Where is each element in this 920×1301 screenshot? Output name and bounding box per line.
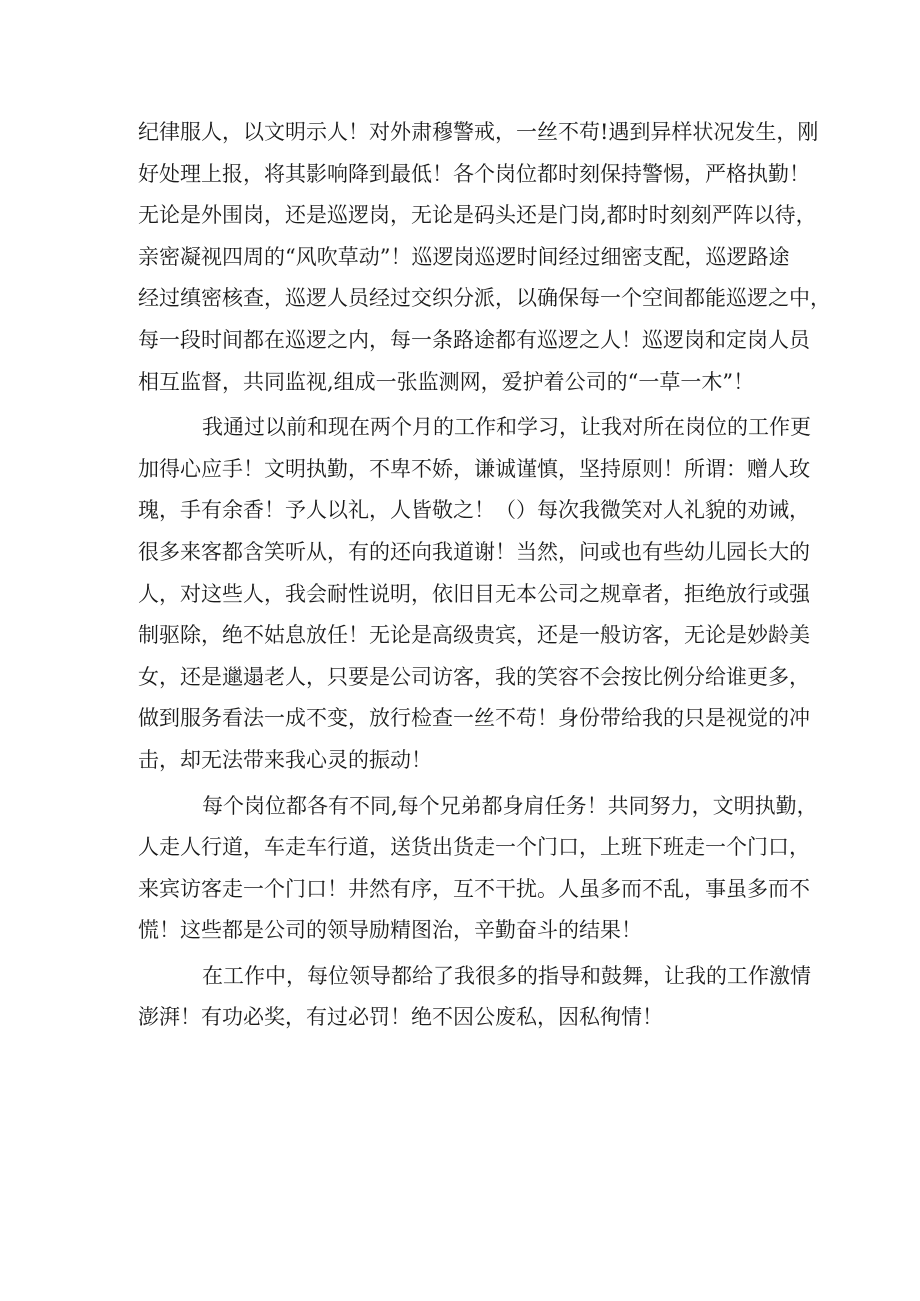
text-line: 在工作中，每位领导都给了我很多的指导和鼓舞，让我的工作激情 (202, 963, 811, 988)
text-line: 人走人行道，车走车行道，送货出货走一个门口，上班下班走一个门口， (138, 835, 810, 860)
text-line: 人，对这些人，我会耐性说明，依旧目无本公司之规章者，拒绝放行或强 (138, 581, 810, 606)
text-line: 每个岗位都各有不同,每个兄弟都身肩任务！共同努力，文明执勤， (202, 793, 818, 818)
text-line: 加得心应手！文明执勤，不卑不娇，谦诚谨慎，坚持原则！所谓：赠人玫 (138, 456, 810, 481)
text-line: 澎湃！有功必奖，有过必罚！绝不因公废私，因私徇情！ (138, 1005, 663, 1030)
document-body (138, 112, 831, 1039)
text-line: 击，却无法带来我心灵的振动！ (138, 747, 432, 772)
text-line: 瑰，手有余香！予人以礼，人皆敬之！（）每次我微笑对人礼貌的劝诫， (138, 498, 810, 523)
text-line: 每一段时间都在巡逻之内，每一条路途都有巡逻之人！巡逻岗和定岗人员 (138, 327, 810, 352)
paragraph-4 (138, 956, 811, 1039)
text-line: 经过缜密核查，巡逻人员经过交织分派，以确保每一个空间都能巡逻之中， (138, 286, 831, 311)
text-line: 做到服务看法一成不变，放行检查一丝不苟！身份带给我的只是视觉的冲 (138, 706, 810, 731)
text-line: 我通过以前和现在两个月的工作和学习，让我对所在岗位的工作更 (202, 415, 811, 440)
paragraph-1 (138, 112, 831, 403)
paragraph-2 (138, 407, 811, 781)
text-line: 慌！这些都是公司的领导励精图治，辛勤奋斗的结果！ (138, 918, 642, 943)
text-line: 很多来客都含笑听从，有的还向我道谢！当然，问或也有些幼儿园长大的 (138, 539, 810, 564)
text-line: 纪律服人，以文明示人！对外肃穆警戒，一丝不苟!遇到异样状况发生，刚 (138, 120, 819, 144)
text-line: 制驱除，绝不姑息放任！无论是高级贵宾，还是一般访客，无论是妙龄美 (138, 623, 810, 648)
text-line: 相互监督，共同监视,组成一张监测网，爱护着公司的“一草一木”！ (138, 369, 755, 394)
paragraph-3 (138, 786, 818, 952)
text-line: 亲密凝视四周的“风吹草动”！巡逻岗巡逻时间经过细密支配，巡逻路途 (138, 244, 790, 269)
text-line: 无论是外围岗，还是巡逻岗，无论是码头还是门岗,都时时刻刻严阵以待， (138, 203, 817, 228)
text-line: 女，还是邋遢老人，只要是公司访客，我的笑容不会按比例分给谁更多， (138, 664, 810, 689)
text-line: 来宾访客走一个门口！井然有序，互不干扰。人虽多而不乱，事虽多而不 (138, 876, 810, 901)
text-line: 好处理上报，将其影响降到最低！各个岗位都时刻保持警惕，严格执勤！ (138, 161, 810, 186)
